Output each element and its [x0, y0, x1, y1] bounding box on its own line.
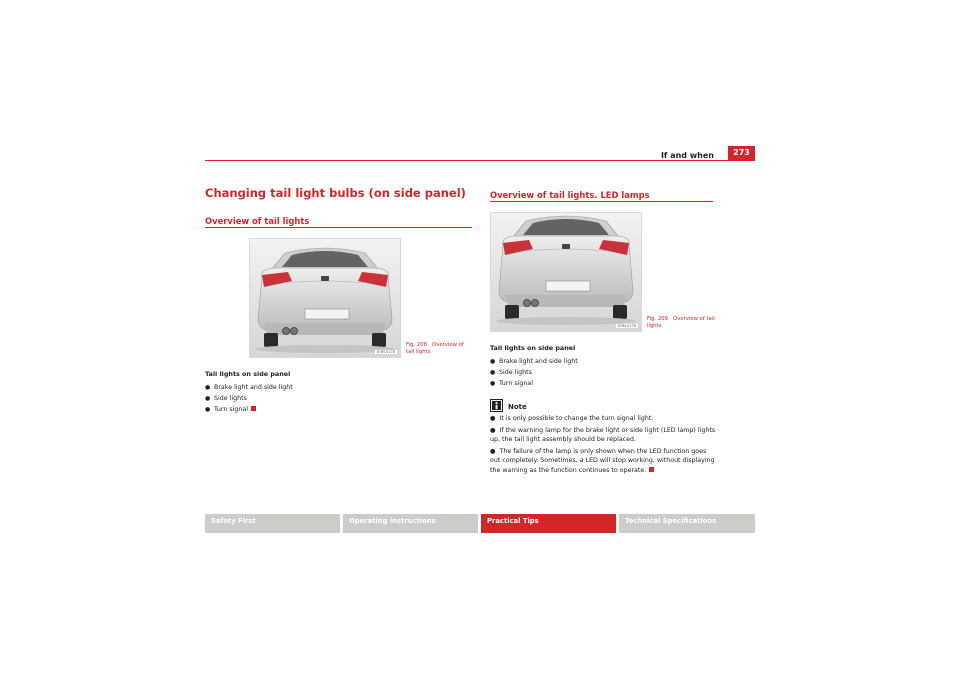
footer-tab-technical-specifications[interactable]: Technical Specifications — [619, 514, 755, 533]
figure-209-rear-view — [490, 212, 642, 332]
note-item: ● If the warning lamp for the brake light or side light (LED lamp) lights up, the tail light assembly should be replaced. — [490, 426, 716, 444]
note-item: ● It is only possible to change the turn signal light. — [490, 415, 654, 422]
list-item: ● Side lights — [205, 395, 247, 402]
tail-light-list — [490, 356, 690, 389]
figure-208-rear-view — [249, 238, 401, 358]
section-divider — [490, 201, 713, 202]
figure-image-id: B3M-0178 — [618, 324, 636, 328]
footer-tab-operating-instructions[interactable]: Operating instructions — [343, 514, 478, 533]
figure-209-caption — [647, 316, 717, 330]
list-item: ● Turn signal — [490, 380, 533, 387]
bullet-icon: ● — [205, 384, 211, 391]
note-item: ● The failure of the lamp is only shown when the LED function goes out completely. Sometimes, a LED will stop working, without displaying the warning as the function continues to operate. — [490, 447, 715, 474]
section-divider — [205, 227, 472, 228]
bullet-icon: ● — [205, 406, 211, 413]
bullet-icon: ● — [490, 447, 496, 455]
bullet-icon: ● — [490, 415, 496, 422]
caption-label: Fig. 208 — [406, 342, 427, 348]
caption-text: Overview of tail lights — [647, 316, 715, 329]
caption-label: Fig. 209 — [647, 316, 668, 322]
caption-text: Overview of tail lights — [406, 342, 464, 355]
section-title-tail-lights: Overview of tail lights — [205, 216, 310, 226]
bullet-icon: ● — [490, 380, 496, 387]
list-item: ● Side lights — [490, 369, 532, 376]
bullet-icon: ● — [490, 358, 496, 365]
end-marker-icon — [649, 467, 654, 472]
note-list — [490, 414, 716, 478]
header-divider — [205, 160, 755, 161]
footer-tab-practical-tips[interactable]: Practical Tips — [481, 514, 616, 533]
list-item: ● Brake light and side light — [205, 384, 293, 391]
end-marker-icon — [251, 406, 256, 411]
footer-tab-safety-first[interactable]: Safety First — [205, 514, 340, 533]
section-title-led: Overview of tail lights. LED lamps — [490, 190, 650, 200]
bullet-icon: ● — [490, 369, 496, 376]
chapter-title: Changing tail light bulbs (on side panel) — [205, 186, 466, 200]
list-item: ● Brake light and side light — [490, 358, 578, 365]
note-label: Note — [508, 403, 527, 411]
bullet-icon: ● — [490, 426, 496, 434]
bullet-icon: ● — [205, 395, 211, 402]
car-rear-illustration — [491, 213, 641, 331]
figure-208-caption — [406, 342, 472, 356]
subheading-side-panel: Tail lights on side panel — [205, 370, 291, 378]
car-rear-illustration — [250, 239, 400, 357]
subheading-side-panel: Tail lights on side panel — [490, 344, 576, 352]
list-item: ● Turn signal — [205, 404, 405, 415]
note-icon — [490, 399, 503, 412]
figure-image-id: B3M-0178 — [377, 350, 395, 354]
running-header-title: If and when — [660, 151, 714, 160]
tail-light-list — [205, 382, 405, 415]
page-number: 273 — [728, 146, 755, 160]
